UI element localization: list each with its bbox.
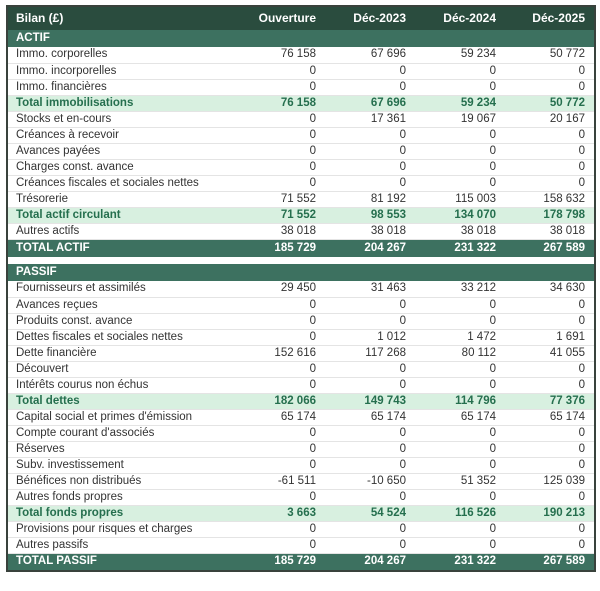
cell-value: 34 630 [505,281,595,297]
cell-value: 38 018 [505,223,595,239]
row-label: Produits const. avance [7,313,235,329]
table-row [7,79,595,95]
table-row [7,377,595,393]
cell-value: 0 [505,361,595,377]
cell-value: 134 070 [415,207,505,223]
row-label: Intérêts courus non échus [7,377,235,393]
row-label: Autres passifs [7,537,235,553]
cell-value: 71 552 [235,191,325,207]
table-row [7,95,595,111]
row-label: Subv. investissement [7,457,235,473]
cell-value: 19 067 [415,111,505,127]
cell-value: 0 [415,143,505,159]
row-label: TOTAL ACTIF [7,239,235,257]
cell-value: 231 322 [415,553,505,571]
cell-value: 0 [235,111,325,127]
cell-value: 98 553 [325,207,415,223]
table-row [7,281,595,297]
cell-value: 0 [505,425,595,441]
cell-value: 0 [415,441,505,457]
cell-value: 65 174 [235,409,325,425]
cell-value: 59 234 [415,47,505,63]
cell-value: 0 [235,457,325,473]
table-row [7,345,595,361]
cell-value: 33 212 [415,281,505,297]
cell-value: 3 663 [235,505,325,521]
cell-value: 0 [505,489,595,505]
cell-value: 65 174 [325,409,415,425]
table-row [7,521,595,537]
table-title: Bilan (£) [7,6,235,30]
cell-value: 0 [415,127,505,143]
cell-value: 182 066 [235,393,325,409]
cell-value: 231 322 [415,239,505,257]
row-label: Avances reçues [7,297,235,313]
cell-value: 0 [415,63,505,79]
cell-value: 0 [325,313,415,329]
cell-value: 0 [505,297,595,313]
cell-value: -10 650 [325,473,415,489]
table-row [7,111,595,127]
table-row [7,313,595,329]
cell-value: 0 [325,441,415,457]
cell-value: 0 [505,159,595,175]
cell-value: 0 [505,127,595,143]
row-label: Total actif circulant [7,207,235,223]
section-header-actif-row [7,30,595,47]
cell-value: 125 039 [505,473,595,489]
row-label: Autres actifs [7,223,235,239]
row-label: Réserves [7,441,235,457]
row-label: Immo. corporelles [7,47,235,63]
row-label: Avances payées [7,143,235,159]
cell-value: 29 450 [235,281,325,297]
cell-value: 114 796 [415,393,505,409]
row-label: Provisions pour risques et charges [7,521,235,537]
table-row [7,329,595,345]
cell-value: 0 [325,143,415,159]
cell-value: 76 158 [235,47,325,63]
column-header: Ouverture [235,6,325,30]
cell-value: 0 [325,489,415,505]
cell-value: 41 055 [505,345,595,361]
cell-value: 0 [235,377,325,393]
table-row [7,191,595,207]
cell-value: 0 [505,313,595,329]
section-divider-cell [7,257,595,264]
cell-value: 115 003 [415,191,505,207]
cell-value: 185 729 [235,553,325,571]
cell-value: 152 616 [235,345,325,361]
cell-value: 51 352 [415,473,505,489]
cell-value: 0 [415,159,505,175]
cell-value: 0 [505,63,595,79]
cell-value: 267 589 [505,553,595,571]
cell-value: 0 [415,361,505,377]
cell-value: 0 [415,79,505,95]
table-row [7,505,595,521]
cell-value: 0 [505,143,595,159]
cell-value: 0 [415,175,505,191]
row-label: Trésorerie [7,191,235,207]
section-header-label: PASSIF [7,264,595,281]
table-row [7,297,595,313]
table-row [7,553,595,571]
cell-value: 0 [235,441,325,457]
cell-value: 204 267 [325,553,415,571]
row-label: Total dettes [7,393,235,409]
cell-value: 0 [415,377,505,393]
cell-value: 0 [235,175,325,191]
row-label: Créances fiscales et sociales nettes [7,175,235,191]
cell-value: 0 [235,537,325,553]
row-label: Dettes fiscales et sociales nettes [7,329,235,345]
table-row [7,457,595,473]
row-label: Total immobilisations [7,95,235,111]
cell-value: 0 [325,425,415,441]
cell-value: 1 691 [505,329,595,345]
row-label: Total fonds propres [7,505,235,521]
cell-value: 0 [235,361,325,377]
table-row [7,127,595,143]
row-label: Immo. financières [7,79,235,95]
row-label: Découvert [7,361,235,377]
row-label: Créances à recevoir [7,127,235,143]
table-row [7,361,595,377]
table-header-row [7,6,595,30]
column-header: Déc-2023 [325,6,415,30]
cell-value: 158 632 [505,191,595,207]
row-label: TOTAL PASSIF [7,553,235,571]
cell-value: 204 267 [325,239,415,257]
cell-value: 81 192 [325,191,415,207]
cell-value: 0 [235,159,325,175]
row-label: Stocks et en-cours [7,111,235,127]
cell-value: 0 [415,457,505,473]
cell-value: 67 696 [325,47,415,63]
cell-value: 0 [235,521,325,537]
row-label: Charges const. avance [7,159,235,175]
cell-value: 0 [415,537,505,553]
cell-value: 116 526 [415,505,505,521]
cell-value: 267 589 [505,239,595,257]
table-row [7,473,595,489]
cell-value: 0 [325,377,415,393]
table-row [7,223,595,239]
cell-value: 0 [235,297,325,313]
table-row [7,393,595,409]
cell-value: 0 [415,521,505,537]
cell-value: 38 018 [325,223,415,239]
cell-value: 80 112 [415,345,505,361]
cell-value: 0 [505,79,595,95]
table-row [7,207,595,223]
row-label: Capital social et primes d'émission [7,409,235,425]
cell-value: 0 [505,537,595,553]
cell-value: 0 [325,79,415,95]
cell-value: 0 [415,313,505,329]
row-label: Autres fonds propres [7,489,235,505]
cell-value: 0 [325,361,415,377]
cell-value: 149 743 [325,393,415,409]
table-row [7,63,595,79]
table-row [7,425,595,441]
cell-value: 71 552 [235,207,325,223]
cell-value: 0 [415,425,505,441]
cell-value: 0 [235,313,325,329]
cell-value: 31 463 [325,281,415,297]
table-row [7,239,595,257]
table-row [7,143,595,159]
cell-value: 0 [235,127,325,143]
cell-value: 0 [325,159,415,175]
cell-value: 0 [325,175,415,191]
cell-value: 77 376 [505,393,595,409]
cell-value: 117 268 [325,345,415,361]
section-header-label: ACTIF [7,30,595,47]
cell-value: 0 [235,63,325,79]
cell-value: 0 [415,297,505,313]
table-row [7,489,595,505]
column-header: Déc-2024 [415,6,505,30]
cell-value: 76 158 [235,95,325,111]
cell-value: 0 [235,143,325,159]
cell-value: 65 174 [505,409,595,425]
cell-value: 0 [325,457,415,473]
cell-value: 65 174 [415,409,505,425]
cell-value: 50 772 [505,47,595,63]
cell-value: 0 [235,425,325,441]
cell-value: 0 [235,489,325,505]
cell-value: 0 [325,297,415,313]
cell-value: 17 361 [325,111,415,127]
section-header-passif-row [7,264,595,281]
cell-value: 0 [505,175,595,191]
cell-value: 59 234 [415,95,505,111]
cell-value: 178 798 [505,207,595,223]
cell-value: 190 213 [505,505,595,521]
row-label: Fournisseurs et assimilés [7,281,235,297]
cell-value: 0 [325,63,415,79]
cell-value: 0 [505,521,595,537]
cell-value: 1 012 [325,329,415,345]
cell-value: 0 [505,441,595,457]
cell-value: 0 [505,377,595,393]
cell-value: 20 167 [505,111,595,127]
balance-sheet-table [6,5,596,572]
cell-value: 0 [325,537,415,553]
cell-value: 1 472 [415,329,505,345]
column-header: Déc-2025 [505,6,595,30]
table-row [7,441,595,457]
cell-value: 0 [235,79,325,95]
cell-value: 0 [235,329,325,345]
cell-value: -61 511 [235,473,325,489]
section-divider [7,257,595,264]
cell-value: 54 524 [325,505,415,521]
row-label: Compte courant d'associés [7,425,235,441]
row-label: Dette financière [7,345,235,361]
cell-value: 38 018 [415,223,505,239]
balance-sheet [6,5,594,572]
cell-value: 185 729 [235,239,325,257]
cell-value: 50 772 [505,95,595,111]
cell-value: 38 018 [235,223,325,239]
row-label: Immo. incorporelles [7,63,235,79]
cell-value: 67 696 [325,95,415,111]
cell-value: 0 [325,127,415,143]
table-row [7,47,595,63]
table-row [7,159,595,175]
cell-value: 0 [415,489,505,505]
cell-value: 0 [505,457,595,473]
table-row [7,537,595,553]
cell-value: 0 [325,521,415,537]
table-row [7,175,595,191]
table-row [7,409,595,425]
row-label: Bénéfices non distribués [7,473,235,489]
